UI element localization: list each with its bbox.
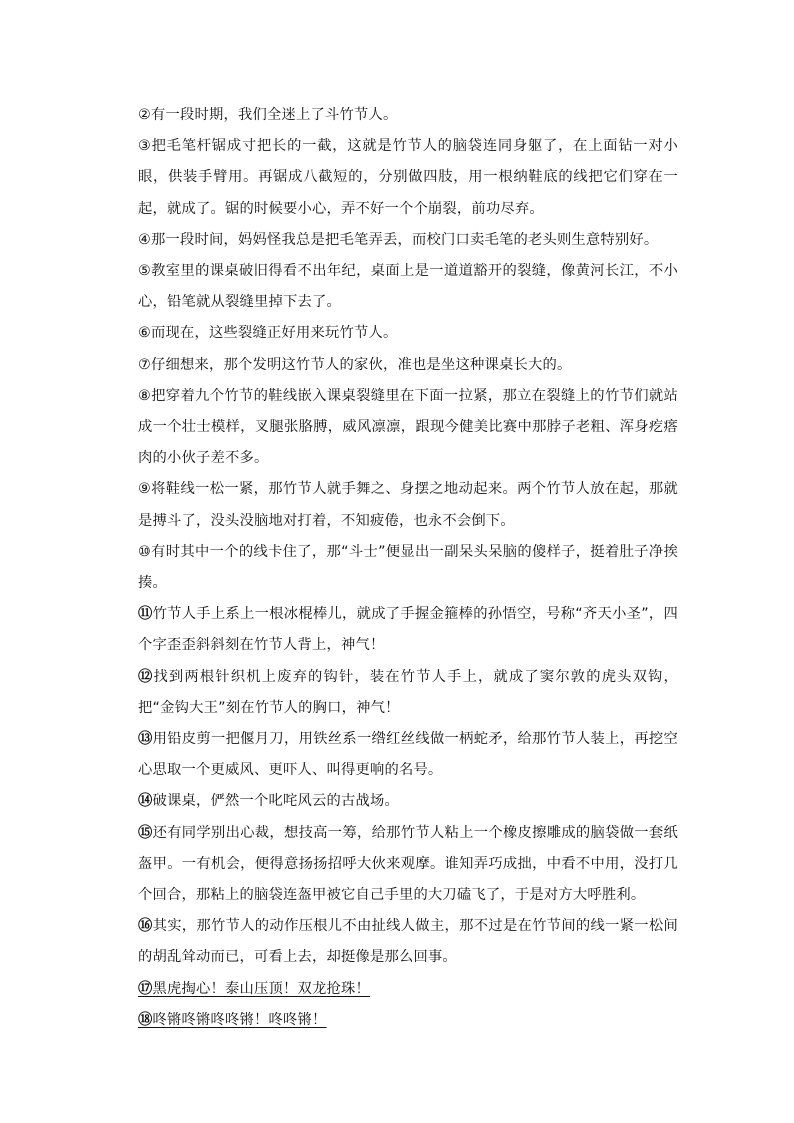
paragraph-number: ④ xyxy=(138,231,152,248)
paragraph-text: 破课桌，俨然一个叱咤风云的古战场。 xyxy=(152,793,399,810)
paragraph-text: 用铅皮剪一把偃月刀，用铁丝系一绺红丝线做一柄蛇矛，给那竹节人装上，再挖空心思取一个更威风、更吓人、叫得更响的名号。 xyxy=(138,731,679,779)
paragraph-text: 将鞋线一松一紧，那竹节人就手舞之、身摆之地动起来。两个竹节人放在起，那就是搏斗了，没头没脑地对打着，不知疲倦，也永不会倒下。 xyxy=(138,481,678,529)
paragraph-number: ⑧ xyxy=(138,387,152,404)
paragraph xyxy=(138,911,678,973)
paragraph-number: ⑪ xyxy=(138,606,153,623)
paragraph-number: ⑤ xyxy=(138,263,152,280)
paragraph xyxy=(138,537,678,599)
paragraph-number: ⑱ xyxy=(138,1011,153,1028)
paragraph-text: 有时其中一个的线卡住了，那“斗士”便显出一副呆头呆脑的傻样子，挺着肚子净挨揍。 xyxy=(138,543,678,592)
paragraph-number: ⑫ xyxy=(138,668,154,685)
paragraph-text: 竹节人手上系上一根冰棍棒儿，就成了手握金箍棒的孙悟空，号称“齐天小圣”，四个字歪歪斜斜刻在竹节人背上，神气！ xyxy=(138,606,678,654)
paragraph-number: ⑩ xyxy=(138,543,152,560)
paragraph-number: ⑰ xyxy=(138,980,153,997)
paragraph-text: 黑虎掏心！泰山压顶！双龙抢珠！ xyxy=(152,980,370,997)
paragraph-text: 而现在，这些裂缝正好用来玩竹节人。 xyxy=(151,325,398,342)
paragraph xyxy=(138,256,678,318)
paragraph xyxy=(138,1005,678,1036)
paragraph xyxy=(138,318,678,349)
paragraph-number: ⑮ xyxy=(138,824,153,841)
paragraph-text: 教室里的课桌破旧得看不出年纪，桌面上是一道道豁开的裂缝，像黄河长江，不小心，铅笔就从裂缝里掉下去了。 xyxy=(138,263,678,311)
paragraph xyxy=(138,786,678,817)
paragraph xyxy=(138,225,678,256)
paragraph xyxy=(138,350,678,381)
paragraph-text: 那一段时间，妈妈怪我总是把毛笔弄丢，而校门口卖毛笔的老头则生意特别好。 xyxy=(151,231,659,248)
paragraph-number: ⑥ xyxy=(138,325,152,342)
paragraph-text: 还有同学别出心裁，想技高一筹，给那竹节人粘上一个橡皮擦雕成的脑袋做一套纸盔甲。一有机会，便得意扬扬招呼大伙来观摩。谁知弄巧成拙，中看不中用，没打几个回合，那粘上的脑袋连盔甲被它自己手里的大刀磕飞了，于是对方大呼胜利。 xyxy=(138,824,679,904)
paragraph xyxy=(138,974,678,1005)
paragraph xyxy=(138,100,678,131)
paragraph xyxy=(138,724,678,786)
paragraph xyxy=(138,818,678,912)
paragraph-text: 有一段时期，我们全迷上了斗竹节人。 xyxy=(151,107,398,123)
paragraph-text: 找到两根针织机上废弃的钩针，装在竹节人手上，就成了窦尔敦的虎头双钩，把“金钩大王”刻在竹节人的胸口，神气！ xyxy=(138,668,679,716)
paragraph xyxy=(138,599,678,661)
paragraph-number: ③ xyxy=(138,138,152,155)
paragraph-text: 把毛笔杆锯成寸把长的一截，这就是竹节人的脑袋连同身躯了，在上面钻一对小眼，供装手臂用。再锯成八截短的，分别做四肢，用一根纳鞋底的线把它们穿在一起，就成了。锯的时候要小心，弄不好一个个崩裂，前功尽弃。 xyxy=(138,138,678,217)
paragraph-number: ⑨ xyxy=(138,481,152,498)
paragraph-text: 仔细想来，那个发明这竹节人的家伙，准也是坐这种课桌长大的。 xyxy=(151,356,572,373)
paragraph xyxy=(138,474,678,536)
paragraph-number: ⑦ xyxy=(138,356,152,373)
paragraph xyxy=(138,662,678,724)
paragraph xyxy=(138,381,678,475)
paragraph-text: 其实，那竹节人的动作压根儿不由扯线人做主，那不过是在竹节间的线一紧一松间的胡乱耸动而已，可看上去，却挺像是那么回事。 xyxy=(138,918,679,966)
paragraph-number: ⑬ xyxy=(138,731,153,748)
paragraph-number: ⑯ xyxy=(138,918,153,935)
paragraph-text: 咚锵咚锵咚咚锵！咚咚锵！ xyxy=(152,1011,327,1028)
document-body xyxy=(138,100,678,1036)
paragraph-number: ⑭ xyxy=(138,793,153,810)
paragraph xyxy=(138,131,678,225)
paragraph-text: 把穿着九个竹节的鞋线嵌入课桌裂缝里在下面一拉紧，那立在裂缝上的竹节们就站成一个壮士模样，叉腿张胳膊，威风凛凛，跟现今健美比赛中那脖子老粗、浑身疙瘩肉的小伙子差不多。 xyxy=(138,387,678,467)
paragraph-number: ② xyxy=(138,107,152,123)
